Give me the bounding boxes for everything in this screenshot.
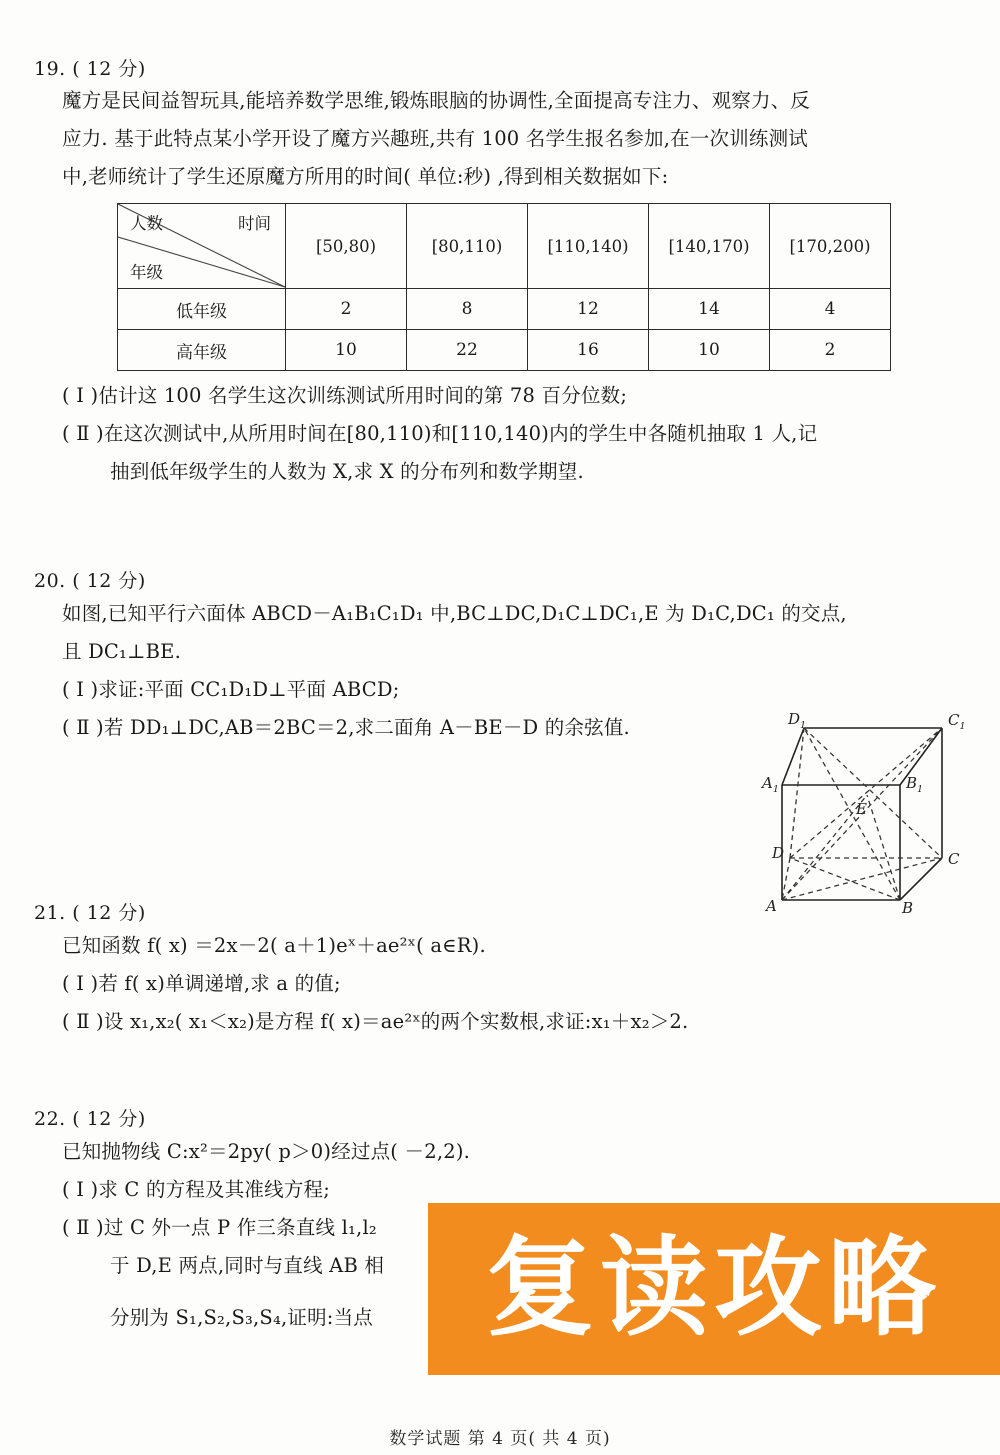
question-20-number: 20. ( 12 分) <box>34 570 146 592</box>
table-header-row <box>118 204 891 289</box>
table-col-header-1: [80,110) <box>407 204 528 289</box>
question-22-number: 22. ( 12 分) <box>34 1108 146 1130</box>
question-19-body-line-3: 中,老师统计了学生还原魔方所用的时间( 单位:秒) ,得到相关数据如下: <box>62 165 669 188</box>
question-20-sub-2: ( Ⅱ )若 DD₁⊥DC,AB＝2BC＝2,求二面角 A－BE－D 的余弦值. <box>62 716 630 739</box>
question-20-sub-1: ( Ⅰ )求证:平面 CC₁D₁D⊥平面 ABCD; <box>62 678 400 701</box>
question-19-sub-2-cont: 抽到低年级学生的人数为 X,求 X 的分布列和数学期望. <box>110 460 584 483</box>
figure-label-C1: $C_1$ <box>948 711 966 732</box>
cell-high-4: 2 <box>770 330 891 371</box>
question-22-sub-2-cont-2: 分别为 S₁,S₂,S₃,S₄,证明:当点 <box>110 1306 373 1329</box>
question-21-sub-1: ( Ⅰ )若 f( x)单调递增,求 a 的值; <box>62 972 341 995</box>
question-19-body-line-1: 魔方是民间益智玩具,能培养数学思维,锻炼眼脑的协调性,全面提高专注力、观察力、反 <box>62 89 811 112</box>
table-col-header-2: [110,140) <box>528 204 649 289</box>
question-21-body-line-1: 已知函数 f( x) ＝2x－2( a＋1)eˣ＋ae²ˣ( a∈R). <box>62 934 486 957</box>
question-22-sub-1: ( Ⅰ )求 C 的方程及其准线方程; <box>62 1178 331 1201</box>
figure-label-D: D <box>772 844 785 862</box>
cell-low-3: 14 <box>649 289 770 330</box>
question-21-sub-2: ( Ⅱ )设 x₁,x₂( x₁＜x₂)是方程 f( x)＝ae²ˣ的两个实数根,求证:x₁＋x₂＞2. <box>62 1010 689 1033</box>
corner-label-time: 时间 <box>238 214 271 233</box>
corner-label-grade: 年级 <box>130 263 163 282</box>
figure-label-D1: $D_1$ <box>788 710 807 731</box>
page-footer: 数学试题 第 4 页( 共 4 页) <box>389 1429 611 1449</box>
watermark-banner <box>428 1203 1000 1375</box>
corner-label-count: 人数 <box>130 214 163 233</box>
table-corner-cell <box>118 204 286 289</box>
statistics-table <box>117 203 890 371</box>
table-col-header-4: [170,200) <box>770 204 891 289</box>
parallelepiped-figure <box>752 700 992 915</box>
figure-label-A1: $A_1$ <box>762 774 779 795</box>
question-19-sub-2: ( Ⅱ )在这次测试中,从所用时间在[80,110)和[110,140)内的学生中各随机抽取 1 人,记 <box>62 422 818 445</box>
figure-label-C: C <box>948 850 960 868</box>
question-22-sub-2: ( Ⅱ )过 C 外一点 P 作三条直线 l₁,l₂ <box>62 1216 377 1239</box>
table-col-header-0: [50,80) <box>286 204 407 289</box>
cell-low-1: 8 <box>407 289 528 330</box>
cell-high-0: 10 <box>286 330 407 371</box>
figure-label-B: B <box>902 899 914 915</box>
watermark-text: 复读攻略 <box>485 1226 942 1351</box>
figure-label-B1: $B_1$ <box>906 774 924 795</box>
cell-high-1: 22 <box>407 330 528 371</box>
row-label-high-grade: 高年级 <box>118 330 286 371</box>
parallelepiped-svg <box>752 700 992 915</box>
figure-label-A: A <box>766 897 777 915</box>
question-22-sub-2-cont-1: 于 D,E 两点,同时与直线 AB 相 <box>110 1254 385 1277</box>
question-20-body-line-2: 且 DC₁⊥BE. <box>62 640 181 663</box>
question-19-sub-1: ( Ⅰ )估计这 100 名学生这次训练测试所用时间的第 78 百分位数; <box>62 384 628 407</box>
question-20-body-line-1: 如图,已知平行六面体 ABCD－A₁B₁C₁D₁ 中,BC⊥DC,D₁C⊥DC₁,E 为 D₁C,DC₁ 的交点, <box>62 602 847 625</box>
cell-low-4: 4 <box>770 289 891 330</box>
row-label-low-grade: 低年级 <box>118 289 286 330</box>
question-19-number: 19. ( 12 分) <box>34 58 146 80</box>
question-21-number: 21. ( 12 分) <box>34 902 146 924</box>
question-19-body-line-2: 应力. 基于此特点某小学开设了魔方兴趣班,共有 100 名学生报名参加,在一次训练测试 <box>62 127 809 150</box>
table-row <box>118 289 891 330</box>
table-col-header-3: [140,170) <box>649 204 770 289</box>
cell-low-0: 2 <box>286 289 407 330</box>
cell-high-3: 10 <box>649 330 770 371</box>
question-22-body-line-1: 已知抛物线 C:x²＝2py( p＞0)经过点( －2,2). <box>62 1140 471 1163</box>
cell-high-2: 16 <box>528 330 649 371</box>
table-row <box>118 330 891 371</box>
figure-label-E: E <box>856 800 867 818</box>
stat-table <box>117 203 891 371</box>
cell-low-2: 12 <box>528 289 649 330</box>
